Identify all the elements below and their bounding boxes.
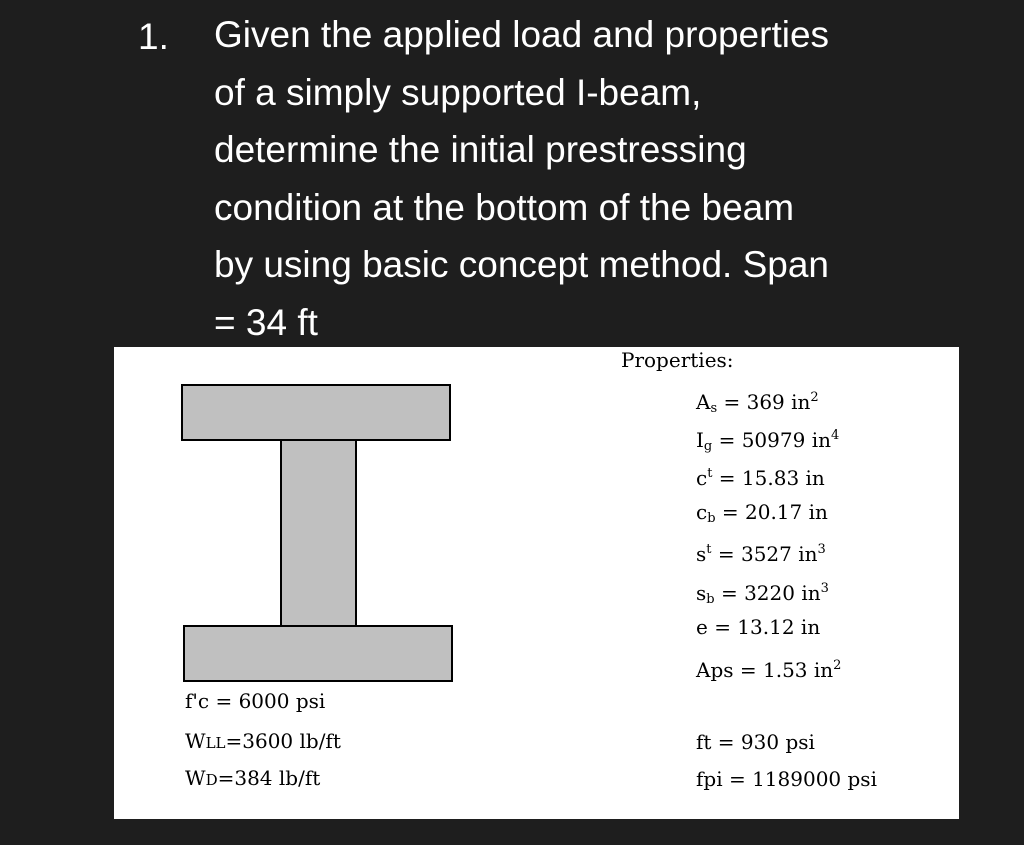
question-line: of a simply supported I-beam, [214, 71, 702, 113]
beam-figure [114, 347, 959, 819]
load-fc: f'c = 6000 psi [185, 689, 326, 713]
load-wll: WLL=3600 lb/ft [185, 729, 341, 753]
i-beam-bottom-flange [183, 625, 453, 682]
property-fpi: fpi = 1189000 psi [696, 767, 877, 791]
property-sb: $s_b = 3220$ $in^3$ [696, 581, 829, 607]
property-aps: Aps = 1.53 $in^2$ [696, 658, 842, 682]
i-beam-web [280, 439, 357, 627]
property-ct: $c^t = 15.83$ in [696, 466, 825, 490]
property-st: $s^t = 3527$ $in^3$ [696, 542, 826, 566]
question-line: = 34 ft [214, 301, 318, 343]
question-line: condition at the bottom of the beam [214, 186, 795, 228]
properties-title: Properties: [621, 348, 734, 372]
question-line: determine the initial prestressing [214, 129, 747, 170]
load-wd: WD=384 lb/ft [185, 766, 321, 790]
property-e: e = 13.12 in [696, 615, 821, 639]
property-ig: $I_g = 50979$ $in^4$ [696, 428, 840, 454]
property-cb: $c_b = 20.17$ in [696, 500, 828, 526]
property-as: $A_s = 369$ $in^2$ [696, 390, 819, 416]
i-beam-top-flange [181, 384, 451, 441]
question-line: by using basic concept method. Span [214, 244, 829, 285]
question-number: 1. [138, 16, 169, 57]
question-line: Given the applied load and properties [214, 14, 830, 55]
question-text [214, 6, 974, 351]
property-ft: ft = 930 psi [696, 730, 815, 754]
